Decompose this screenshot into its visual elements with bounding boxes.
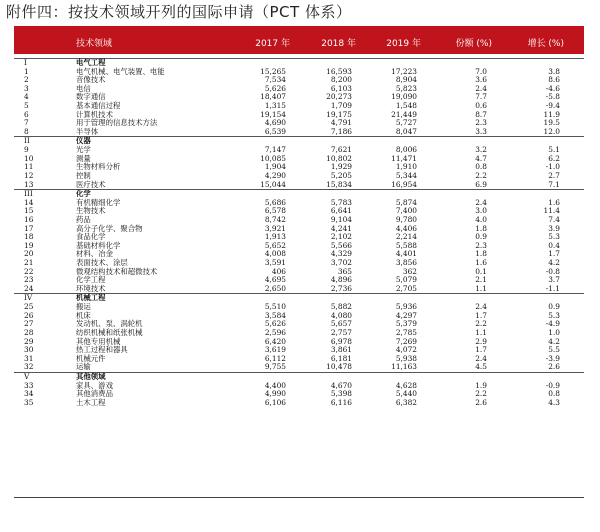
cell-y2018: 8,200 [330,75,352,85]
cell-share: 3.2 [475,145,487,155]
cell-growth: 7.1 [548,179,560,189]
cell-y2019: 17,223 [391,66,417,76]
cell-y2017: 4,008 [264,249,286,259]
table-row [14,163,584,172]
section-number: IV [24,293,33,303]
cell-share: 2.4 [475,353,487,363]
cell-share: 2.2 [475,389,487,399]
cell-share: 2.2 [475,319,487,329]
cell-y2017: 5,510 [264,302,286,312]
cell-share: 0.8 [475,162,487,172]
section-header-row [14,293,584,303]
cell-growth: 8.6 [548,75,560,85]
cell-share: 1.1 [475,327,487,337]
section-number: I [24,58,27,67]
cell-name: 高分子化学、聚合物 [76,223,143,233]
cell-y2017: 19,154 [260,109,286,119]
cell-share: 2.1 [475,275,487,285]
cell-y2019: 4,628 [395,380,417,390]
cell-name: 测量 [76,153,91,163]
cell-num: 30 [24,345,34,355]
cell-name: 电信 [76,83,91,93]
cell-name: 基础材料化学 [76,240,121,250]
cell-name: 运输 [76,362,91,372]
cell-growth: 0.8 [548,389,560,399]
cell-share: 7.0 [475,66,487,76]
cell-growth: 11.4 [543,206,560,216]
table-row [14,207,584,216]
cell-y2019: 8,904 [395,75,417,85]
cell-share: 1.8 [475,249,487,259]
cell-y2017: 18,407 [260,92,286,102]
cell-growth: -0.9 [545,380,560,390]
cell-growth: -1.0 [545,162,560,172]
cell-num: 35 [24,397,34,407]
cell-name: 半导体 [76,126,99,136]
cell-name: 基本通信过程 [76,101,121,111]
cell-num: 25 [24,302,34,312]
cell-num: 14 [24,197,34,207]
cell-share: 2.4 [475,302,487,312]
cell-y2019: 2,705 [395,283,417,293]
cell-y2019: 5,938 [395,353,417,363]
cell-num: 29 [24,336,34,346]
cell-share: 2.3 [475,118,487,128]
cell-growth: 5.1 [548,145,560,155]
cell-share: 1.7 [475,345,487,355]
cell-share: 3.0 [475,206,487,216]
cell-y2017: 3,921 [264,223,286,233]
cell-num: 6 [24,109,29,119]
cell-y2018: 4,329 [330,249,352,259]
cell-y2017: 4,990 [264,389,286,399]
cell-y2017: 15,265 [260,66,286,76]
cell-y2017: 15,044 [260,179,286,189]
cell-num: 23 [24,275,34,285]
cell-num: 19 [24,240,34,250]
cell-num: 18 [24,232,34,242]
cell-num: 5 [24,101,29,111]
table-row [14,363,584,372]
cell-num: 13 [24,179,34,189]
cell-y2018: 6,116 [330,397,352,407]
table-row [14,146,584,155]
cell-num: 33 [24,380,34,390]
header-2017: 2017 年 [255,39,290,49]
cell-num: 16 [24,214,34,224]
cell-y2018: 3,702 [330,258,352,268]
cell-num: 26 [24,310,34,320]
table-row [14,181,584,190]
cell-y2018: 4,670 [330,380,352,390]
cell-y2019: 11,471 [391,153,417,163]
cell-y2017: 9,755 [264,362,286,372]
cell-y2019: 5,936 [395,302,417,312]
cell-y2018: 3,861 [330,345,352,355]
cell-num: 20 [24,249,34,259]
cell-y2017: 7,147 [264,145,286,155]
cell-y2018: 15,834 [326,179,352,189]
cell-name: 化学工程 [76,275,106,285]
cell-growth: 2.6 [548,362,560,372]
cell-growth: 5.5 [548,345,560,355]
cell-y2017: 2,650 [264,283,286,293]
cell-share: 2.3 [475,240,487,250]
table-row [14,285,584,294]
cell-growth: 3.8 [548,66,560,76]
cell-y2019: 16,954 [391,179,417,189]
cell-y2018: 6,181 [330,353,352,363]
cell-growth: -0.8 [545,266,560,276]
cell-num: 21 [24,258,34,268]
cell-growth: 3.9 [548,223,560,233]
cell-growth: 11.9 [543,109,560,119]
table-row [14,119,584,128]
cell-y2017: 1,904 [264,162,286,172]
section-number: II [24,136,30,146]
cell-growth: 2.7 [548,170,560,180]
cell-y2018: 5,566 [330,240,352,250]
cell-num: 27 [24,319,34,329]
cell-share: 4.0 [475,214,487,224]
cell-name: 音像技术 [76,75,106,85]
cell-growth: 0.9 [548,302,560,312]
cell-growth: -4.9 [545,319,560,329]
cell-name: 数字通信 [76,92,106,102]
cell-y2019: 5,440 [395,389,417,399]
cell-share: 1.6 [475,258,487,268]
cell-share: 3.3 [475,126,487,136]
cell-share: 7.7 [475,92,487,102]
cell-growth: 1.7 [548,249,560,259]
table-row [14,355,584,364]
cell-y2019: 8,006 [395,145,417,155]
cell-name: 生物技术 [76,206,106,216]
cell-y2018: 10,802 [326,153,352,163]
cell-y2018: 10,478 [326,362,352,372]
cell-share: 8.7 [475,109,487,119]
cell-growth: -9.4 [545,101,560,111]
cell-y2018: 6,103 [330,83,352,93]
cell-num: 15 [24,206,34,216]
cell-share: 3.6 [475,75,487,85]
cell-y2017: 3,584 [264,310,286,320]
cell-name: 土木工程 [76,397,106,407]
table-bottom-rule [14,497,584,498]
cell-y2017: 6,578 [264,206,286,216]
header-2019: 2019 年 [386,39,421,49]
cell-y2019: 8,047 [395,126,417,136]
cell-name: 控制 [76,170,91,180]
cell-y2018: 1,929 [330,162,352,172]
cell-name: 搬运 [76,302,91,312]
cell-name: 药品 [76,214,91,224]
cell-y2019: 2,785 [395,327,417,337]
cell-y2018: 5,657 [330,319,352,329]
cell-y2018: 16,593 [326,66,352,76]
header-growth: 增长 (%) [527,39,564,49]
cell-y2018: 4,896 [330,275,352,285]
cell-name: 环境技术 [76,283,106,293]
cell-y2017: 3,619 [264,345,286,355]
section-name: 机械工程 [76,293,106,303]
cell-growth: 3.7 [548,275,560,285]
cell-growth: 5.3 [548,310,560,320]
cell-name: 电气机械、电气装置、电能 [76,66,165,76]
cell-growth: 1.0 [548,327,560,337]
cell-num: 17 [24,223,34,233]
cell-y2019: 5,079 [395,275,417,285]
cell-share: 1.9 [475,380,487,390]
cell-name: 其他专用机械 [76,336,121,346]
cell-name: 纺织机械和纸张机械 [76,327,143,337]
cell-y2019: 7,400 [395,206,417,216]
cell-num: 22 [24,266,34,276]
header-2018: 2018 年 [321,39,356,49]
cell-share: 2.6 [475,397,487,407]
cell-y2017: 406 [271,266,286,276]
cell-growth: 4.2 [548,336,560,346]
cell-name: 医疗技术 [76,179,106,189]
cell-num: 10 [24,153,34,163]
cell-y2018: 5,882 [330,302,352,312]
cell-growth: 19.5 [543,118,560,128]
cell-y2019: 5,344 [395,170,417,180]
cell-growth: 1.6 [548,197,560,207]
cell-share: 0.1 [475,266,487,276]
cell-y2017: 5,652 [264,240,286,250]
cell-y2019: 6,382 [395,397,417,407]
cell-num: 12 [24,170,34,180]
section-number: III [24,189,33,199]
cell-y2017: 4,690 [264,118,286,128]
cell-share: 0.6 [475,101,487,111]
cell-y2019: 5,379 [395,319,417,329]
cell-y2019: 2,214 [395,232,417,242]
cell-share: 0.9 [475,232,487,242]
cell-name: 发动机、泵、涡轮机 [76,319,143,329]
cell-y2018: 6,641 [330,206,352,216]
cell-y2018: 2,102 [330,232,352,242]
cell-y2019: 5,823 [395,83,417,93]
cell-name: 机床 [76,310,91,320]
cell-y2019: 11,163 [391,362,417,372]
cell-growth: -5.8 [545,92,560,102]
cell-share: 4.7 [475,153,487,163]
cell-name: 有机精细化学 [76,197,121,207]
cell-name: 食品化学 [76,232,106,242]
cell-growth: 4.2 [548,258,560,268]
cell-share: 1.1 [475,283,487,293]
cell-y2019: 4,401 [395,249,417,259]
cell-y2018: 6,978 [330,336,352,346]
cell-y2018: 4,241 [330,223,352,233]
section-header-row [14,136,584,146]
cell-share: 2.9 [475,336,487,346]
section-name: 其他领域 [76,371,106,381]
cell-y2017: 6,539 [264,126,286,136]
cell-y2017: 6,112 [264,353,286,363]
table-row [14,399,584,408]
cell-y2017: 2,596 [264,327,286,337]
section-name: 仪器 [76,136,91,146]
cell-y2018: 4,080 [330,310,352,320]
cell-num: 32 [24,362,34,372]
cell-y2017: 1,913 [264,232,286,242]
cell-y2017: 5,686 [264,197,286,207]
cell-share: 2.2 [475,170,487,180]
cell-num: 7 [24,118,29,128]
cell-y2017: 5,626 [264,319,286,329]
cell-growth: -1.1 [545,283,560,293]
cell-y2017: 6,106 [264,397,286,407]
cell-share: 2.4 [475,197,487,207]
cell-y2017: 6,420 [264,336,286,346]
table-row [14,128,584,137]
cell-y2017: 4,400 [264,380,286,390]
cell-num: 2 [24,75,29,85]
cell-growth: 5.3 [548,232,560,242]
cell-y2019: 4,072 [395,345,417,355]
cell-y2019: 7,269 [395,336,417,346]
cell-y2018: 2,736 [330,283,352,293]
cell-share: 1.8 [475,223,487,233]
cell-y2019: 21,449 [391,109,417,119]
cell-y2018: 20,273 [326,92,352,102]
cell-num: 4 [24,92,29,102]
cell-num: 34 [24,389,34,399]
cell-share: 6.9 [475,179,487,189]
cell-name: 生物材料分析 [76,162,121,172]
cell-y2018: 7,621 [330,145,352,155]
cell-num: 3 [24,83,29,93]
cell-y2017: 10,085 [260,153,286,163]
cell-y2019: 3,856 [395,258,417,268]
cell-y2019: 4,406 [395,223,417,233]
cell-share: 1.7 [475,310,487,320]
cell-y2018: 5,398 [330,389,352,399]
cell-y2019: 5,727 [395,118,417,128]
cell-y2019: 362 [402,266,417,276]
header-share: 份额 (%) [455,39,492,49]
table-row [14,303,584,312]
cell-num: 28 [24,327,34,337]
section-name: 电气工程 [76,58,106,67]
cell-y2018: 5,205 [330,170,352,180]
cell-name: 用于管理的信息技术方法 [76,118,158,128]
cell-y2018: 7,186 [330,126,352,136]
cell-growth: 6.2 [548,153,560,163]
section-name: 化学 [76,189,91,199]
cell-y2019: 9,780 [395,214,417,224]
cell-y2018: 5,783 [330,197,352,207]
cell-y2017: 4,290 [264,170,286,180]
cell-growth: 0.4 [548,240,560,250]
cell-name: 表面技术、涂层 [76,258,128,268]
cell-y2017: 1,315 [264,101,286,111]
cell-y2019: 19,090 [391,92,417,102]
cell-num: 11 [24,162,34,172]
cell-growth: -4.6 [545,83,560,93]
header-field: 技术领域 [76,39,113,49]
table-header [14,28,584,54]
cell-num: 31 [24,353,34,363]
page-title: 附件四：按技术领域开列的国际申请（PCT 体系） [6,3,352,21]
cell-y2018: 1,709 [330,101,352,111]
cell-y2018: 2,757 [330,327,352,337]
cell-name: 热工过程和器具 [76,345,128,355]
table-row [14,76,584,85]
cell-y2017: 4,695 [264,275,286,285]
cell-name: 其他消费品 [76,389,113,399]
cell-y2017: 3,591 [264,258,286,268]
cell-y2019: 5,588 [395,240,417,250]
cell-y2018: 19,175 [326,109,352,119]
cell-y2018: 4,791 [330,118,352,128]
cell-y2019: 4,297 [395,310,417,320]
cell-y2019: 5,874 [395,197,417,207]
cell-y2017: 7,534 [264,75,286,85]
cell-num: 8 [24,126,29,136]
cell-share: 4.5 [475,362,487,372]
cell-name: 计算机技术 [76,109,113,119]
cell-name: 家具、游戏 [76,380,113,390]
cell-share: 2.4 [475,83,487,93]
cell-num: 9 [24,145,29,155]
cell-y2019: 1,548 [395,101,417,111]
cell-y2017: 8,742 [264,214,286,224]
cell-growth: 4.3 [548,397,560,407]
cell-name: 机械元件 [76,353,106,363]
cell-growth: 7.4 [548,214,560,224]
cell-growth: -3.9 [545,353,560,363]
table-body [14,58,584,407]
cell-num: 24 [24,283,34,293]
cell-y2018: 365 [337,266,352,276]
cell-y2018: 9,104 [330,214,352,224]
cell-name: 光学 [76,145,91,155]
cell-y2019: 1,910 [395,162,417,172]
cell-growth: 12.0 [543,126,560,136]
cell-name: 材料、冶金 [76,249,113,259]
cell-name: 微观结构技术和超微技术 [76,266,158,276]
cell-num: 1 [24,66,29,76]
cell-y2017: 5,626 [264,83,286,93]
section-number: V [24,371,30,381]
